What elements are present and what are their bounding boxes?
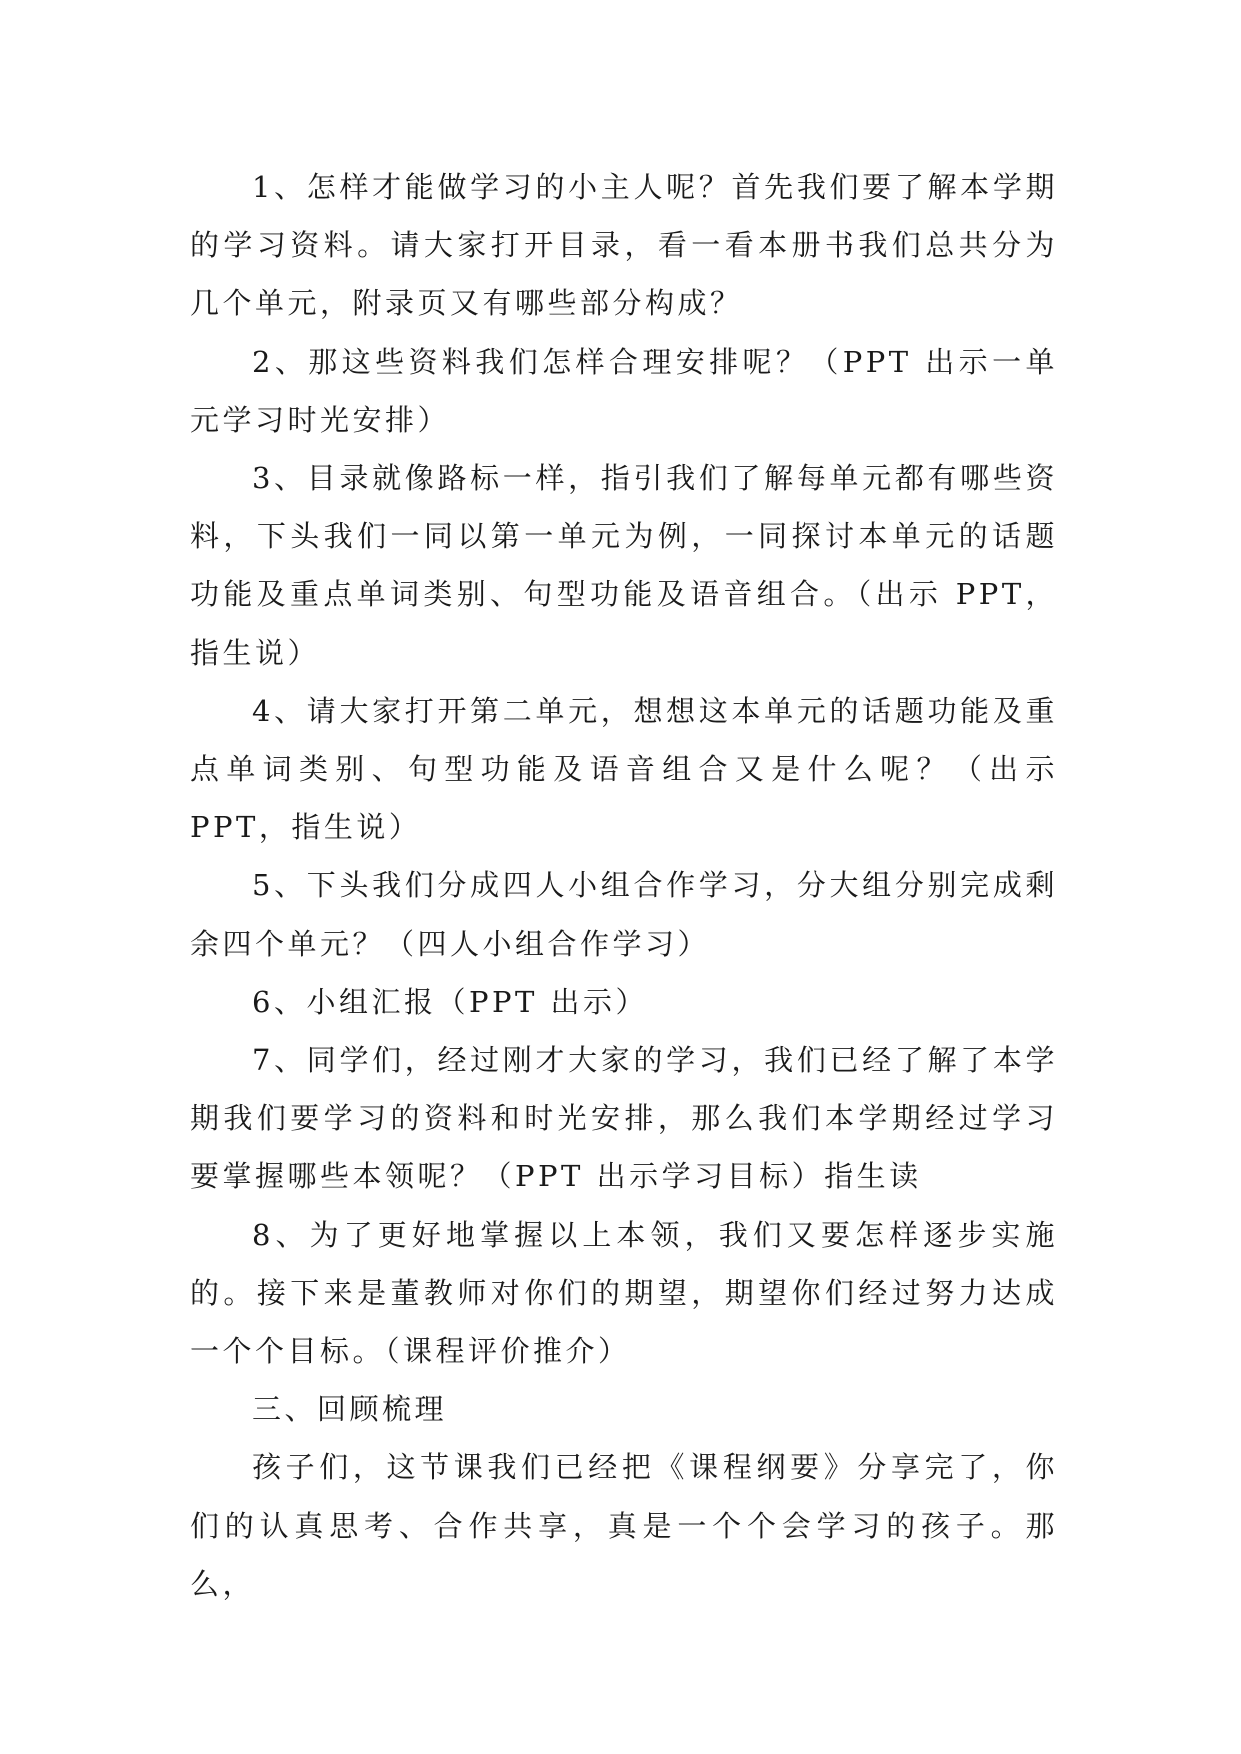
- paragraph-conclusion: 孩子们，这节课我们已经把《课程纲要》分享完了，你们的认真思考、合作共享，真是一个个会学习的孩子。那么，: [190, 1450, 1058, 1601]
- document-body: [190, 158, 1058, 1613]
- paragraph-8: 8、为了更好地掌握以上本领，我们又要怎样逐步实施的。接下来是董教师对你们的期望，期望你们经过努力达成一个个目标。（课程评价推介）: [190, 1217, 1058, 1369]
- paragraph-1: 1、怎样才能做学习的小主人呢？首先我们要了解本学期的学习资料。请大家打开目录，看一看本册书我们总共分为几个单元，附录页又有哪些部分构成？: [190, 170, 1058, 321]
- paragraph-6: 6、小组汇报（PPT 出示）: [252, 984, 649, 1019]
- section-heading-review: 三、回顾梳理: [252, 1392, 448, 1427]
- paragraph-3: 3、目录就像路标一样，指引我们了解每单元都有哪些资料，下头我们一同以第一单元为例，一同探讨本单元的话题功能及重点单词类别、句型功能及语音组合。（出示 PPT，指生说）: [190, 461, 1058, 670]
- paragraph-4: 4、请大家打开第二单元，想想这本单元的话题功能及重点单词类别、句型功能及语音组合又是什么呢？（出示 PPT，指生说）: [190, 693, 1058, 845]
- paragraph-7: 7、同学们，经过刚才大家的学习，我们已经了解了本学期我们要学习的资料和时光安排，那么我们本学期经过学习要掌握哪些本领呢？（PPT 出示学习目标）指生读: [190, 1043, 1058, 1194]
- paragraph-5: 5、下头我们分成四人小组合作学习，分大组分别完成剩余四个单元？（四人小组合作学习）: [190, 868, 1058, 961]
- paragraph-2: 2、那这些资料我们怎样合理安排呢？（PPT 出示一单元学习时光安排）: [190, 344, 1058, 437]
